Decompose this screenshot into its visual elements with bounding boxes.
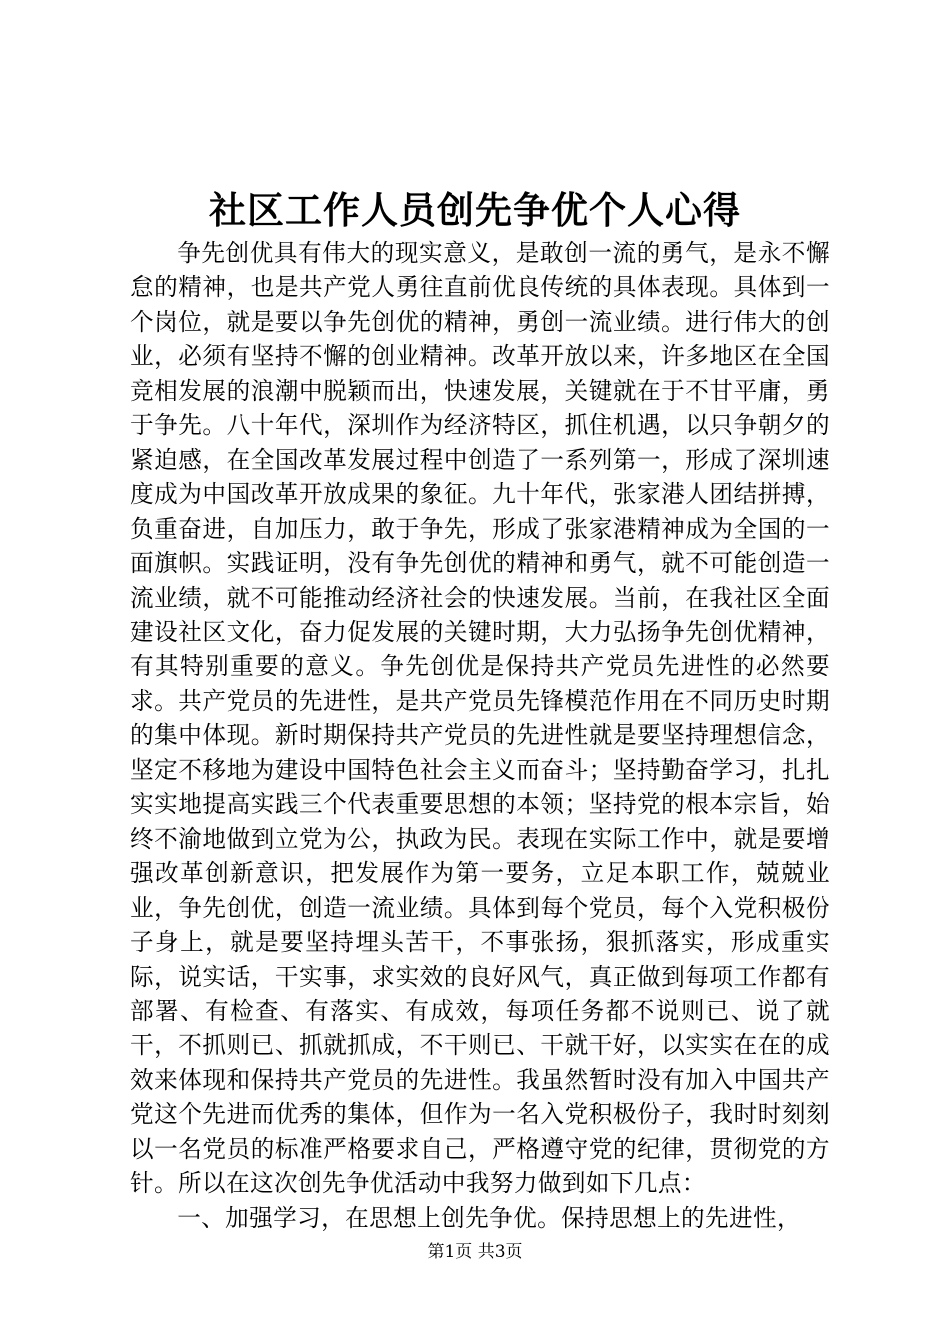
page-footer: 第1页 共3页	[427, 1242, 523, 1262]
document-body	[130, 236, 830, 1235]
body-paragraph-1: 争先创优具有伟大的现实意义，是敢创一流的勇气，是永不懈怠的精神，也是共产党人勇往直前优良传统的具体表现。具体到一个岗位，就是要以争先创优的精神，勇创一流业绩。进行伟大的创业，必须有坚持不懈的创业精神。改革开放以来，许多地区在全国竞相发展的浪潮中脱颖而出，快速发展，关键就在于不甘平庸，勇于争先。八十年代，深圳作为经济特区，抓住机遇，以只争朝夕的紧迫感，在全国改革发展过程中创造了一系列第一，形成了深圳速度成为中国改革开放成果的象征。九十年代，张家港人团结拼搏，负重奋进，自加压力，敢于争先，形成了张家港精神成为全国的一面旗帜。实践证明，没有争先创优的精神和勇气，就不可能创造一流业绩，就不可能推动经济社会的快速发展。当前，在我社区全面建设社区文化，奋力促发展的关键时期，大力弘扬争先创优精神，有其特别重要的意义。争先创优是保持共产党员先进性的必然要求。共产党员的先进性，是共产党员先锋模范作用在不同历史时期的集中体现。新时期保持共产党员的先进性就是要坚持理想信念，坚定不移地为建设中国特色社会主义而奋斗；坚持勤奋学习，扎扎实实地提高实践三个代表重要思想的本领；坚持党的根本宗旨，始终不渝地做到立党为公，执政为民。表现在实际工作中，就是要增强改革创新意识，把发展作为第一要务，立足本职工作，兢兢业业，争先创优，创造一流业绩。具体到每个党员，每个入党积极份子身上，就是要坚持埋头苦干，不事张扬，狠抓落实，形成重实际，说实话，干实事，求实效的良好风气，真正做到每项工作都有部署、有检查、有落实、有成效，每项任务都不说则已、说了就干，不抓则已、抓就抓成，不干则已、干就干好，以实实在在的成效来体现和保持共产党员的先进性。我虽然暂时没有加入中国共产党这个先进而优秀的集体，但作为一名入党积极份子，我时时刻刻以一名党员的标准严格要求自己，严格遵守党的纪律，贯彻党的方针。所以在这次创先争优活动中我努力做到如下几点：	[130, 239, 830, 1198]
body-paragraph-2: 一、加强学习，在思想上创先争优。保持思想上的先进性，	[177, 1203, 802, 1232]
document-title: 社区工作人员创先争优个人心得	[209, 188, 741, 232]
